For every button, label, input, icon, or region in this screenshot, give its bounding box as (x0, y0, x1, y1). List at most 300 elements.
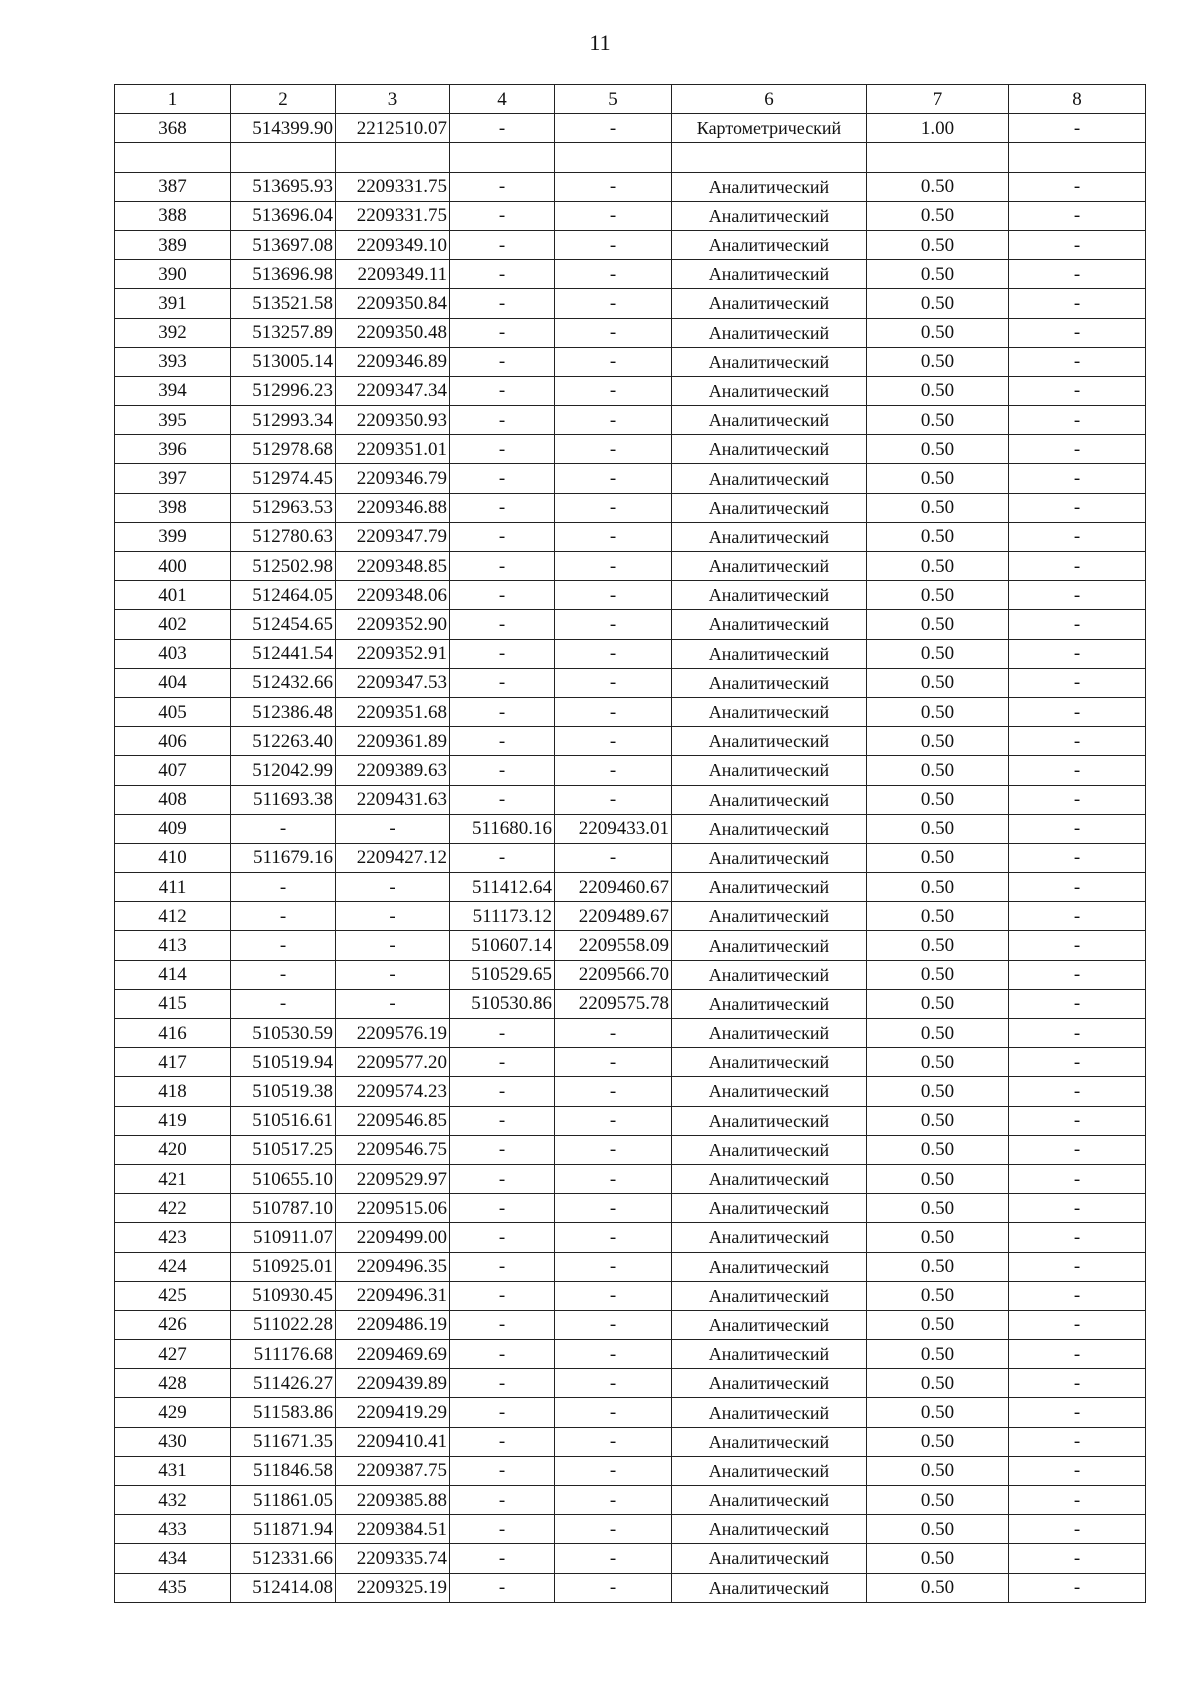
table-cell-col-8: - (1009, 639, 1146, 668)
table-cell-col-5: 2209460.67 (555, 873, 672, 902)
table-cell-col-7: 0.50 (867, 581, 1009, 610)
table-cell-col-7: 0.50 (867, 756, 1009, 785)
table-cell-col-8: - (1009, 727, 1146, 756)
table-cell-col-4: - (450, 1486, 555, 1515)
table-cell-col-3: 2209499.00 (336, 1223, 450, 1252)
table-row (115, 1369, 1146, 1398)
table-row (115, 172, 1146, 201)
table-cell-col-8: - (1009, 1369, 1146, 1398)
table-cell-col-2: 513696.98 (231, 260, 336, 289)
table-cell-col-7: 0.50 (867, 1573, 1009, 1602)
table-cell-col-1: 388 (115, 201, 231, 230)
table-cell-col-2: 512963.53 (231, 493, 336, 522)
table-cell-col-5: - (555, 1340, 672, 1369)
table-cell-col-6: Аналитический (672, 1486, 867, 1515)
table-cell-col-4: - (450, 464, 555, 493)
table-row (115, 727, 1146, 756)
table-cell-col-7: 0.50 (867, 814, 1009, 843)
table-cell-col-1: 430 (115, 1427, 231, 1456)
table-cell-col-6: Аналитический (672, 902, 867, 931)
table-cell-col-2: 512263.40 (231, 727, 336, 756)
table-cell-col-6: Аналитический (672, 1048, 867, 1077)
table-row (115, 114, 1146, 143)
table-cell-col-4: 511680.16 (450, 814, 555, 843)
table-cell-col-7: 0.50 (867, 1544, 1009, 1573)
table-cell-col-3: 2209486.19 (336, 1310, 450, 1339)
table-cell-col-1: 413 (115, 931, 231, 960)
table-cell-col-8 (1009, 143, 1146, 172)
table-cell-col-6: Аналитический (672, 522, 867, 551)
table-cell-col-3 (336, 143, 450, 172)
table-row (115, 697, 1146, 726)
table-cell-col-4: - (450, 493, 555, 522)
table-cell-col-4: - (450, 347, 555, 376)
table-cell-col-1: 408 (115, 785, 231, 814)
table-cell-col-7: 0.50 (867, 1369, 1009, 1398)
table-row (115, 318, 1146, 347)
table-cell-col-6: Аналитический (672, 435, 867, 464)
table-cell-col-6: Аналитический (672, 318, 867, 347)
table-cell-col-1: 368 (115, 114, 231, 143)
table-cell-col-2: 510530.59 (231, 1019, 336, 1048)
table-cell-col-1: 394 (115, 376, 231, 405)
table-cell-col-3: 2209546.85 (336, 1106, 450, 1135)
table-row (115, 1340, 1146, 1369)
table-cell-col-5: - (555, 1164, 672, 1193)
table-cell-col-8: - (1009, 1573, 1146, 1602)
table-cell-col-6: Аналитический (672, 814, 867, 843)
table-cell-col-8: - (1009, 289, 1146, 318)
table-row (115, 376, 1146, 405)
table-cell-col-4: - (450, 639, 555, 668)
table-cell-col-8: - (1009, 1048, 1146, 1077)
table-cell-col-7: 0.50 (867, 1281, 1009, 1310)
table-cell-col-1: 399 (115, 522, 231, 551)
table-cell-col-3: 2209348.06 (336, 581, 450, 610)
table-cell-col-6: Аналитический (672, 727, 867, 756)
table-cell-col-6: Аналитический (672, 610, 867, 639)
table-cell-col-5: - (555, 347, 672, 376)
table-cell-col-3: 2209496.35 (336, 1252, 450, 1281)
table-row (115, 610, 1146, 639)
table-cell-col-7: 0.50 (867, 727, 1009, 756)
table-cell-col-1: 416 (115, 1019, 231, 1048)
table-cell-col-2: 513695.93 (231, 172, 336, 201)
table-cell-col-4: - (450, 406, 555, 435)
table-cell-col-3: 2209427.12 (336, 843, 450, 872)
table-cell-col-5: - (555, 581, 672, 610)
table-cell-col-2: 512331.66 (231, 1544, 336, 1573)
table-cell-col-8: - (1009, 785, 1146, 814)
table-cell-col-7: 0.50 (867, 318, 1009, 347)
table-cell-col-1: 396 (115, 435, 231, 464)
table-cell-col-1: 420 (115, 1135, 231, 1164)
table-cell-col-8: - (1009, 522, 1146, 551)
table-cell-col-5: 2209433.01 (555, 814, 672, 843)
table-cell-col-5: - (555, 1427, 672, 1456)
table-cell-col-4: - (450, 1369, 555, 1398)
table-cell-col-7 (867, 143, 1009, 172)
table-row (115, 1019, 1146, 1048)
page-number: 11 (589, 30, 611, 55)
table-cell-col-6: Аналитический (672, 1369, 867, 1398)
table-cell-col-2: - (231, 960, 336, 989)
table-row (115, 1456, 1146, 1485)
table-cell-col-2: 512441.54 (231, 639, 336, 668)
table-cell-col-7: 0.50 (867, 1456, 1009, 1485)
table-row (115, 1194, 1146, 1223)
table-cell-col-7: 0.50 (867, 1019, 1009, 1048)
table-cell-col-3: 2209576.19 (336, 1019, 450, 1048)
table-cell-col-1: 398 (115, 493, 231, 522)
table-cell-col-6: Аналитический (672, 464, 867, 493)
table-cell-col-8: - (1009, 581, 1146, 610)
table-cell-col-8: - (1009, 1427, 1146, 1456)
table-cell-col-5: - (555, 260, 672, 289)
column-header-4: 4 (450, 85, 555, 114)
table-cell-col-3: 2209515.06 (336, 1194, 450, 1223)
table-cell-col-8: - (1009, 902, 1146, 931)
table-cell-col-4: 510529.65 (450, 960, 555, 989)
table-cell-col-8: - (1009, 230, 1146, 259)
table-cell-col-7: 0.50 (867, 522, 1009, 551)
table-cell-col-7: 0.50 (867, 1077, 1009, 1106)
table-cell-col-4: - (450, 1252, 555, 1281)
table-cell-col-7: 0.50 (867, 697, 1009, 726)
table-cell-col-6: Аналитический (672, 1310, 867, 1339)
table-cell-col-7: 0.50 (867, 464, 1009, 493)
table-cell-col-1: 434 (115, 1544, 231, 1573)
table-cell-col-1: 415 (115, 989, 231, 1018)
table-cell-col-4: - (450, 1573, 555, 1602)
table-row (115, 1252, 1146, 1281)
table-cell-col-4: - (450, 1427, 555, 1456)
table-cell-col-3: - (336, 960, 450, 989)
table-cell-col-8: - (1009, 1164, 1146, 1193)
table-cell-col-2: 512974.45 (231, 464, 336, 493)
table-cell-col-8: - (1009, 1544, 1146, 1573)
table-cell-col-4: - (450, 756, 555, 785)
table-cell-col-3: 2209439.89 (336, 1369, 450, 1398)
table-cell-col-8: - (1009, 931, 1146, 960)
table-cell-col-6: Аналитический (672, 989, 867, 1018)
table-cell-col-2: 512996.23 (231, 376, 336, 405)
table-cell-col-8: - (1009, 1106, 1146, 1135)
table-cell-col-5: 2209558.09 (555, 931, 672, 960)
table-cell-col-3: 2209347.79 (336, 522, 450, 551)
table-cell-col-2: 513257.89 (231, 318, 336, 347)
table-cell-col-6: Аналитический (672, 1223, 867, 1252)
table-cell-col-7: 0.50 (867, 989, 1009, 1018)
table-cell-col-2: 511861.05 (231, 1486, 336, 1515)
table-cell-col-2: 510911.07 (231, 1223, 336, 1252)
table-cell-col-7: 0.50 (867, 493, 1009, 522)
table-cell-col-8: - (1009, 610, 1146, 639)
table-cell-col-3: - (336, 931, 450, 960)
table-cell-col-3: 2209351.01 (336, 435, 450, 464)
table-row (115, 1310, 1146, 1339)
table-cell-col-1: 410 (115, 843, 231, 872)
table-cell-col-5: - (555, 1048, 672, 1077)
column-header-8: 8 (1009, 85, 1146, 114)
table-cell-col-5: - (555, 1135, 672, 1164)
table-cell-col-2: 512042.99 (231, 756, 336, 785)
table-cell-col-7: 1.00 (867, 114, 1009, 143)
table-cell-col-7: 0.50 (867, 785, 1009, 814)
table-cell-col-8: - (1009, 814, 1146, 843)
table-row (115, 1077, 1146, 1106)
table-row (115, 814, 1146, 843)
table-row (115, 1486, 1146, 1515)
table-cell-col-8: - (1009, 260, 1146, 289)
table-cell-col-1: 426 (115, 1310, 231, 1339)
table-row (115, 1164, 1146, 1193)
table-cell-col-6: Аналитический (672, 1398, 867, 1427)
table-cell-col-4: - (450, 1048, 555, 1077)
table-cell-col-2: 510930.45 (231, 1281, 336, 1310)
table-cell-col-4: - (450, 376, 555, 405)
table-cell-col-1: 390 (115, 260, 231, 289)
table-cell-col-8: - (1009, 1456, 1146, 1485)
table-cell-col-8: - (1009, 464, 1146, 493)
table-cell-col-2: 510519.38 (231, 1077, 336, 1106)
table-cell-col-4: - (450, 1340, 555, 1369)
table-cell-col-6: Аналитический (672, 873, 867, 902)
table-cell-col-8: - (1009, 1077, 1146, 1106)
table-cell-col-4: 510607.14 (450, 931, 555, 960)
table-cell-col-7: 0.50 (867, 172, 1009, 201)
table-cell-col-8: - (1009, 1223, 1146, 1252)
table-cell-col-4: - (450, 114, 555, 143)
table-cell-col-5: - (555, 493, 672, 522)
table-cell-col-1: 391 (115, 289, 231, 318)
table-cell-col-2: - (231, 814, 336, 843)
table-cell-col-3: 2209347.34 (336, 376, 450, 405)
table-cell-col-1: 411 (115, 873, 231, 902)
table-cell-col-6: Аналитический (672, 697, 867, 726)
table-row (115, 1223, 1146, 1252)
table-cell-col-1: 417 (115, 1048, 231, 1077)
table-cell-col-7: 0.50 (867, 376, 1009, 405)
table-cell-col-2: 511846.58 (231, 1456, 336, 1485)
table-cell-col-8: - (1009, 756, 1146, 785)
table-cell-col-2: 512464.05 (231, 581, 336, 610)
table-cell-col-8: - (1009, 376, 1146, 405)
table-cell-col-5: 2209566.70 (555, 960, 672, 989)
table-cell-col-1: 401 (115, 581, 231, 610)
table-cell-col-2: 512454.65 (231, 610, 336, 639)
table-cell-col-8: - (1009, 114, 1146, 143)
table-cell-col-5: - (555, 522, 672, 551)
table-cell-col-3: 2209348.85 (336, 552, 450, 581)
table-row (115, 1544, 1146, 1573)
table-cell-col-8: - (1009, 1281, 1146, 1310)
table-cell-col-4: - (450, 785, 555, 814)
table-cell-col-7: 0.50 (867, 931, 1009, 960)
table-cell-col-2: 512414.08 (231, 1573, 336, 1602)
table-cell-col-6: Аналитический (672, 639, 867, 668)
table-cell-col-3: 2209529.97 (336, 1164, 450, 1193)
table-cell-col-3: 2209419.29 (336, 1398, 450, 1427)
table-cell-col-8: - (1009, 960, 1146, 989)
table-cell-col-3: 2212510.07 (336, 114, 450, 143)
table-row (115, 1135, 1146, 1164)
table-cell-col-5: - (555, 668, 672, 697)
table-row (115, 785, 1146, 814)
table-cell-col-2: 511583.86 (231, 1398, 336, 1427)
table-cell-col-2: 510787.10 (231, 1194, 336, 1223)
table-cell-col-3: 2209325.19 (336, 1573, 450, 1602)
table-cell-col-7: 0.50 (867, 873, 1009, 902)
table-cell-col-3: 2209335.74 (336, 1544, 450, 1573)
table-cell-col-2: 512432.66 (231, 668, 336, 697)
table-cell-col-6: Аналитический (672, 493, 867, 522)
table-cell-col-7: 0.50 (867, 668, 1009, 697)
table-cell-col-1: 387 (115, 172, 231, 201)
table-cell-col-7: 0.50 (867, 1223, 1009, 1252)
table-cell-col-3: - (336, 873, 450, 902)
table-cell-col-6: Аналитический (672, 1019, 867, 1048)
table-cell-col-8: - (1009, 1019, 1146, 1048)
table-row (115, 522, 1146, 551)
table-cell-col-4: - (450, 318, 555, 347)
table-cell-col-8: - (1009, 1135, 1146, 1164)
table-cell-col-2: - (231, 931, 336, 960)
table-cell-col-8: - (1009, 1340, 1146, 1369)
table-cell-col-3: 2209384.51 (336, 1515, 450, 1544)
table-row (115, 1048, 1146, 1077)
table-cell-col-5: - (555, 1456, 672, 1485)
table-cell-col-2: 512502.98 (231, 552, 336, 581)
table-cell-col-6: Аналитический (672, 960, 867, 989)
table-cell-col-8: - (1009, 201, 1146, 230)
table-cell-col-1: 414 (115, 960, 231, 989)
table-row (115, 552, 1146, 581)
table-cell-col-5: 2209575.78 (555, 989, 672, 1018)
table-cell-col-6: Аналитический (672, 756, 867, 785)
table-cell-col-4: 511412.64 (450, 873, 555, 902)
table-cell-col-6: Аналитический (672, 1106, 867, 1135)
table-row (115, 260, 1146, 289)
table-cell-col-6: Аналитический (672, 201, 867, 230)
table-cell-col-4: - (450, 610, 555, 639)
table-cell-col-6: Аналитический (672, 843, 867, 872)
table-cell-col-6: Аналитический (672, 1573, 867, 1602)
table-cell-col-3: 2209351.68 (336, 697, 450, 726)
column-header-2: 2 (231, 85, 336, 114)
coordinates-table (114, 84, 1146, 1603)
table-cell-col-6: Аналитический (672, 1135, 867, 1164)
table-cell-col-6: Аналитический (672, 1515, 867, 1544)
table-cell-col-8: - (1009, 318, 1146, 347)
table-cell-col-1: 404 (115, 668, 231, 697)
table-cell-col-5: - (555, 289, 672, 318)
table-row (115, 1281, 1146, 1310)
table-cell-col-8: - (1009, 989, 1146, 1018)
table-cell-col-8: - (1009, 406, 1146, 435)
table-cell-col-3: 2209347.53 (336, 668, 450, 697)
table-cell-col-2: 511871.94 (231, 1515, 336, 1544)
table-cell-col-8: - (1009, 172, 1146, 201)
table-cell-col-3: - (336, 902, 450, 931)
table-row (115, 931, 1146, 960)
table-row (115, 464, 1146, 493)
table-cell-col-7: 0.50 (867, 1252, 1009, 1281)
table-cell-col-6: Аналитический (672, 1281, 867, 1310)
table-row (115, 960, 1146, 989)
table-cell-col-3: 2209352.90 (336, 610, 450, 639)
table-cell-col-5: - (555, 1019, 672, 1048)
table-cell-col-8: - (1009, 1310, 1146, 1339)
table-cell-col-7: 0.50 (867, 1135, 1009, 1164)
table-row (115, 581, 1146, 610)
table-row (115, 201, 1146, 230)
table-cell-col-4: - (450, 201, 555, 230)
table-cell-col-7: 0.50 (867, 435, 1009, 464)
table-cell-col-7: 0.50 (867, 610, 1009, 639)
table-cell-col-3: 2209361.89 (336, 727, 450, 756)
table-cell-col-5 (555, 143, 672, 172)
table-cell-col-6: Аналитический (672, 581, 867, 610)
table-cell-col-6: Аналитический (672, 230, 867, 259)
table-row (115, 873, 1146, 902)
table-cell-col-2: 513697.08 (231, 230, 336, 259)
table-cell-col-5: - (555, 1310, 672, 1339)
table-cell-col-5: - (555, 1573, 672, 1602)
table-cell-col-4: 510530.86 (450, 989, 555, 1018)
table-cell-col-5: - (555, 406, 672, 435)
table-cell-col-5: - (555, 172, 672, 201)
table-cell-col-5: - (555, 1077, 672, 1106)
table-cell-col-2: 511022.28 (231, 1310, 336, 1339)
table-cell-col-3: 2209346.88 (336, 493, 450, 522)
table-cell-col-3: 2209410.41 (336, 1427, 450, 1456)
table-cell-col-1: 400 (115, 552, 231, 581)
table-cell-col-5: - (555, 1252, 672, 1281)
table-cell-col-7: 0.50 (867, 960, 1009, 989)
table-cell-col-4: - (450, 260, 555, 289)
table-cell-col-1: 405 (115, 697, 231, 726)
table-cell-col-4: 511173.12 (450, 902, 555, 931)
column-header-6: 6 (672, 85, 867, 114)
table-cell-col-6: Аналитический (672, 1252, 867, 1281)
table-cell-col-3: 2209346.89 (336, 347, 450, 376)
table-cell-col-1: 403 (115, 639, 231, 668)
table-cell-col-2: 513696.04 (231, 201, 336, 230)
table-cell-col-6: Аналитический (672, 172, 867, 201)
table-cell-col-6: Аналитический (672, 1077, 867, 1106)
table-cell-col-8: - (1009, 1486, 1146, 1515)
table-cell-col-3: 2209546.75 (336, 1135, 450, 1164)
table-cell-col-3: 2209331.75 (336, 172, 450, 201)
table-cell-col-4: - (450, 843, 555, 872)
table-cell-col-1: 435 (115, 1573, 231, 1602)
table-cell-col-3: 2209577.20 (336, 1048, 450, 1077)
table-cell-col-1: 427 (115, 1340, 231, 1369)
table-cell-col-5: - (555, 1515, 672, 1544)
table-cell-col-6: Аналитический (672, 1456, 867, 1485)
table-cell-col-2: 512978.68 (231, 435, 336, 464)
table-cell-col-5: - (555, 1398, 672, 1427)
table-cell-col-8: - (1009, 1194, 1146, 1223)
table-row (115, 406, 1146, 435)
column-header-7: 7 (867, 85, 1009, 114)
table-cell-col-2: 510925.01 (231, 1252, 336, 1281)
table-cell-col-4: - (450, 1135, 555, 1164)
table-cell-col-1: 392 (115, 318, 231, 347)
table-cell-col-5: - (555, 1369, 672, 1398)
table-cell-col-4: - (450, 522, 555, 551)
